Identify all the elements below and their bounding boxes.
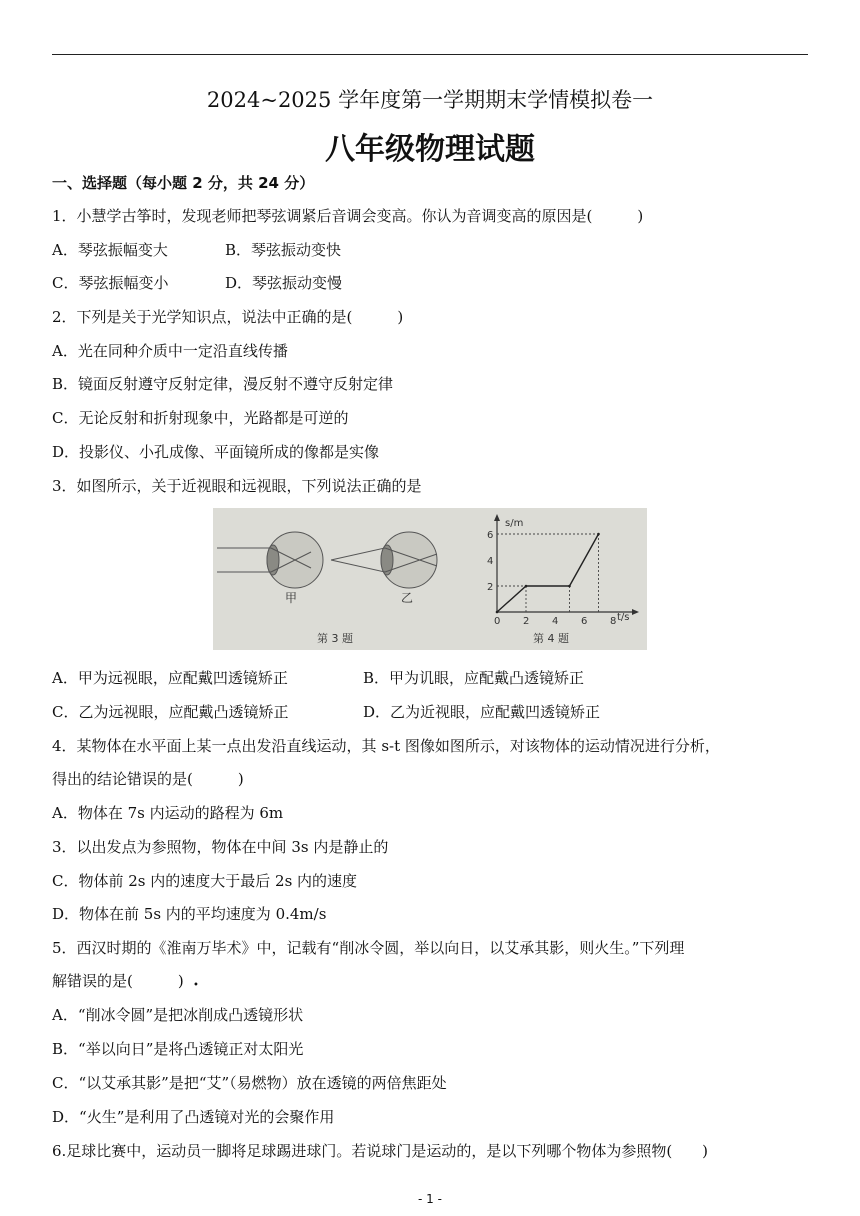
x-tick-label: 2 bbox=[523, 616, 530, 627]
q2-option-a: A．光在同种介质中一定沿直线传播 bbox=[52, 342, 288, 360]
q3-stem: 3．如图所示，关于近视眼和远视眼，下列说法正确的是 bbox=[52, 477, 422, 495]
q1-option-a: A．琴弦振幅变大 bbox=[52, 241, 168, 259]
q4-option-b: 3．以出发点为参照物，物体在中间 3s 内是静止的 bbox=[52, 838, 389, 856]
q3-option-a: A．甲为远视眼，应配戴凹透镜矫正 bbox=[52, 669, 288, 687]
caption-q3: 第 3 题 bbox=[317, 632, 353, 645]
q1-option-b: B．琴弦振动变快 bbox=[225, 241, 342, 259]
x-tick-label: 8 bbox=[610, 616, 617, 627]
q4-option-a: A．物体在 7s 内运动的路程为 6m bbox=[52, 804, 284, 822]
y-tick-label: 2 bbox=[487, 582, 494, 593]
series-line bbox=[497, 534, 599, 612]
exam-subtitle: 2024~2025 学年度第一学期期末学情模拟卷一 bbox=[206, 88, 654, 112]
q6-stem: 6.足球比赛中，运动员一脚将足球踢进球门。若说球门是运动的，是以下列哪个物体为参照物( ) bbox=[52, 1142, 709, 1160]
q1-stem: 1．小慧学古筝时，发现老师把琴弦调紧后音调会变高。你认为音调变高的原因是( ) bbox=[52, 207, 644, 225]
q5-option-c: C．“以艾承其影”是把“艾”（易燃物）放在透镜的两倍焦距处 bbox=[52, 1074, 447, 1092]
x-axis-label: t/s bbox=[617, 612, 630, 623]
q4-stem-line2: 得出的结论错误的是( ) bbox=[52, 770, 244, 788]
eye-yi bbox=[331, 532, 437, 588]
q1-option-c: C．琴弦振幅变小 bbox=[52, 274, 169, 292]
y-tick-label: 6 bbox=[487, 530, 494, 541]
data-point bbox=[597, 533, 600, 536]
emphasis-dot: • bbox=[193, 980, 199, 991]
q3-option-b: B．甲为讥眼，应配戴凸透镜矫正 bbox=[363, 669, 585, 687]
x-tick-label: 0 bbox=[494, 616, 501, 627]
q5-stem-line1: 5．西汉时期的《淮南万毕术》中，记载有“削冰令圆，举以向日，以艾承其影，则火生。”下列理 bbox=[52, 939, 685, 957]
q1-option-d: D．琴弦振动变慢 bbox=[225, 274, 343, 292]
y-axis-label: s/m bbox=[505, 518, 524, 529]
page-number: - 1 - bbox=[418, 1192, 442, 1206]
q2-option-b: B．镜面反射遵守反射定律，漫反射不遵守反射定律 bbox=[52, 375, 394, 393]
q3-option-d: D．乙为近视眼，应配戴凹透镜矫正 bbox=[363, 703, 601, 721]
figure-q3-q4 bbox=[213, 508, 647, 650]
x-axis-arrow bbox=[632, 609, 639, 615]
q5-option-b: B．“举以向日”是将凸透镜正对太阳光 bbox=[52, 1040, 304, 1058]
label-jia: 甲 bbox=[285, 591, 298, 605]
exam-title: 八年级物理试题 bbox=[325, 132, 535, 167]
section-heading: 一、选择题（每小题 2 分，共 24 分） bbox=[52, 174, 315, 192]
x-tick-label: 6 bbox=[581, 616, 588, 627]
data-point bbox=[568, 585, 571, 588]
q2-option-d: D．投影仪、小孔成像、平面镜所成的像都是实像 bbox=[52, 443, 380, 461]
q3-option-c: C．乙为远视眼，应配戴凸透镜矫正 bbox=[52, 703, 289, 721]
q4-stem-line1: 4．某物体在水平面上某一点出发沿直线运动，其 s-t 图像如图所示，对该物体的运动情况进行分析， bbox=[52, 737, 720, 755]
q4-option-c: C．物体前 2s 内的速度大于最后 2s 内的速度 bbox=[52, 872, 358, 890]
st-graph bbox=[487, 514, 639, 627]
q2-stem: 2．下列是关于光学知识点，说法中正确的是( ) bbox=[52, 308, 404, 326]
label-yi: 乙 bbox=[401, 591, 414, 605]
y-tick-label: 4 bbox=[487, 556, 494, 567]
data-point bbox=[496, 611, 499, 614]
q5-stem-line2: 解错误的是( ) bbox=[52, 972, 184, 990]
eye-jia bbox=[217, 532, 323, 588]
data-point bbox=[525, 585, 528, 588]
q5-option-a: A．“削冰令圆”是把冰削成凸透镜形状 bbox=[52, 1006, 304, 1024]
q5-option-d: D．“火生”是利用了凸透镜对光的会聚作用 bbox=[52, 1108, 335, 1126]
caption-q4: 第 4 题 bbox=[533, 632, 569, 645]
q4-option-d: D．物体在前 5s 内的平均速度为 0.4m/s bbox=[52, 905, 327, 923]
top-rule bbox=[52, 54, 808, 55]
q2-option-c: C．无论反射和折射现象中，光路都是可逆的 bbox=[52, 409, 349, 427]
x-tick-label: 4 bbox=[552, 616, 559, 627]
y-axis-arrow bbox=[494, 514, 500, 521]
